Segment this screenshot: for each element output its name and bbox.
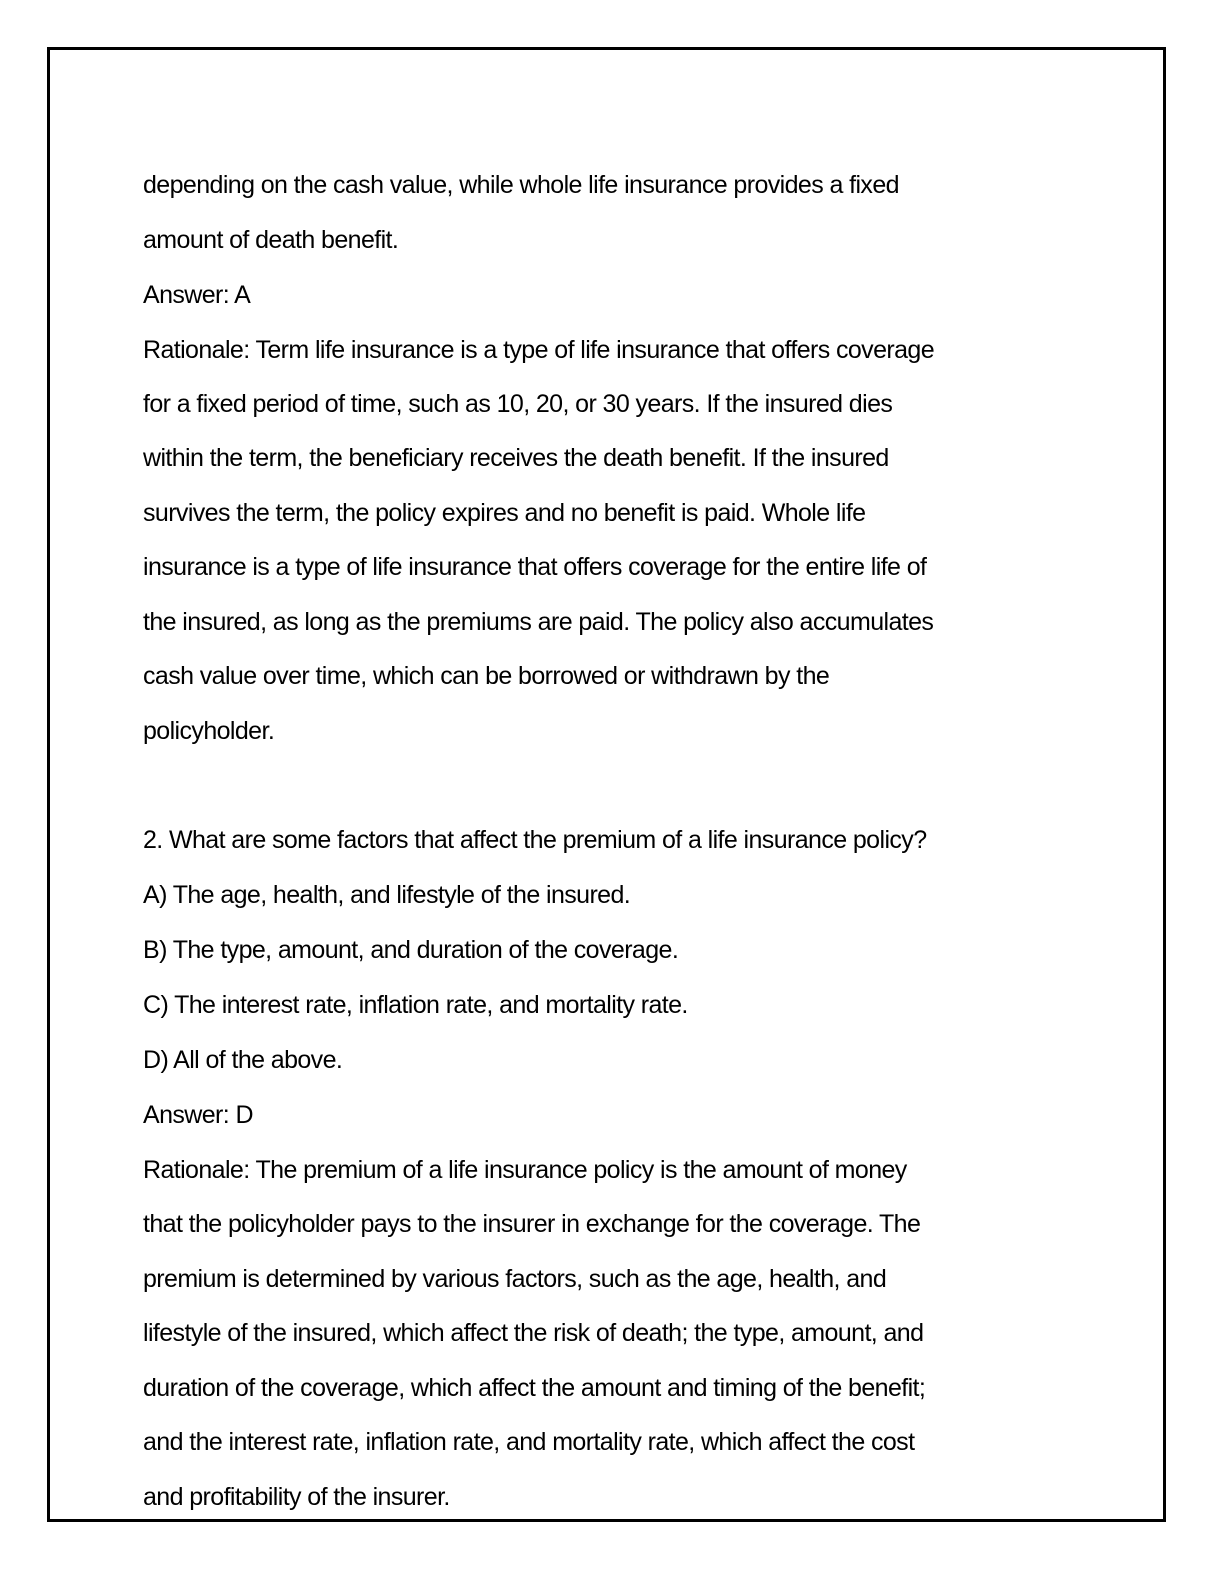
text-line: for a fixed period of time, such as 10, 20, or 30 years. If the insured dies <box>143 390 893 418</box>
text-line: within the term, the beneficiary receives the death benefit. If the insured <box>143 444 889 472</box>
text-line: survives the term, the policy expires and no benefit is paid. Whole life <box>143 499 866 527</box>
rationale-line: Rationale: The premium of a life insurance policy is the amount of money <box>143 1156 907 1184</box>
text-line: depending on the cash value, while whole life insurance provides a fixed <box>143 171 899 199</box>
question-line: 2. What are some factors that affect the premium of a life insurance policy? <box>143 826 927 854</box>
text-line: and the interest rate, inflation rate, and mortality rate, which affect the cost <box>143 1428 915 1456</box>
text-line: insurance is a type of life insurance that offers coverage for the entire life of <box>143 553 927 581</box>
text-line: cash value over time, which can be borrowed or withdrawn by the <box>143 662 830 690</box>
option-a: A) The age, health, and lifestyle of the insured. <box>143 881 631 909</box>
option-b: B) The type, amount, and duration of the coverage. <box>143 936 679 964</box>
text-line: premium is determined by various factors, such as the age, health, and <box>143 1265 887 1293</box>
text-line: duration of the coverage, which affect the amount and timing of the benefit; <box>143 1374 926 1402</box>
answer-line: Answer: A <box>143 281 251 309</box>
text-line: amount of death benefit. <box>143 226 399 254</box>
answer-line: Answer: D <box>143 1101 253 1129</box>
text-line: the insured, as long as the premiums are paid. The policy also accumulates <box>143 608 934 636</box>
text-line: lifestyle of the insured, which affect the risk of death; the type, amount, and <box>143 1319 924 1347</box>
rationale-line: Rationale: Term life insurance is a type of life insurance that offers coverage <box>143 336 935 364</box>
option-c: C) The interest rate, inflation rate, and mortality rate. <box>143 991 688 1019</box>
text-line: and profitability of the insurer. <box>143 1483 450 1511</box>
option-d: D) All of the above. <box>143 1046 343 1074</box>
page-border <box>47 47 1166 1522</box>
text-line: that the policyholder pays to the insurer in exchange for the coverage. The <box>143 1210 921 1238</box>
text-line: policyholder. <box>143 717 275 745</box>
